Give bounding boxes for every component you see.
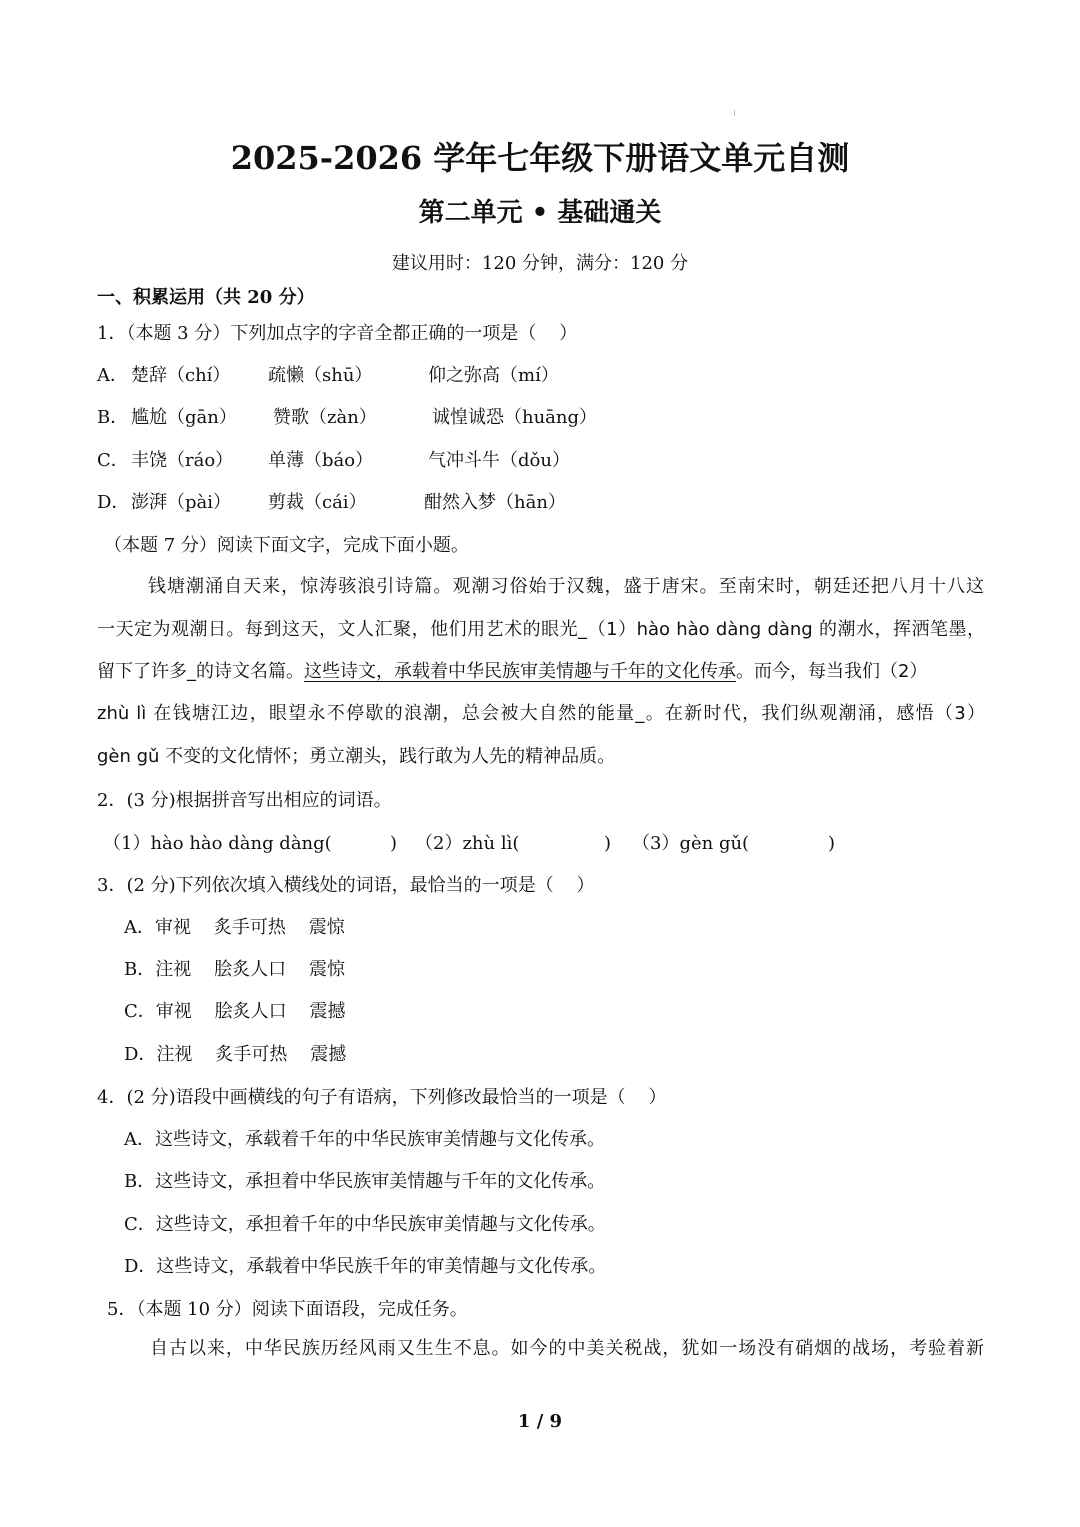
option-label: B．	[97, 407, 129, 428]
q4-option-a: A．这些诗文，承载着千年的中华民族审美情趣与文化传承。	[124, 1129, 605, 1150]
underlined-sentence: 这些诗文，承载着中华民族审美情趣与千年的文化传承	[304, 661, 736, 682]
option-word: 楚辞（chí）	[131, 365, 231, 386]
q1-option-b	[97, 406, 897, 430]
option-word: 酣然入梦（hān）	[424, 492, 566, 513]
passage-line-1: 钱塘潮涌自天来，惊涛骇浪引诗篇。观潮习俗始于汉魏，盛于唐宋。至南宋时，朝廷还把八月十八这	[148, 576, 984, 597]
question-2-stem: 2．(3 分)根据拼音写出相应的词语。	[97, 790, 392, 811]
blank-close: )	[828, 833, 836, 854]
page-number: 1 / 9	[517, 1411, 563, 1432]
passage-text: 留下了许多_的诗文名篇。	[97, 661, 304, 682]
group-intro: （本题 7 分）阅读下面文字，完成下面小题。	[104, 535, 469, 556]
section-heading: 一、积累运用（共 20 分）	[97, 287, 315, 308]
time-score-note: 建议用时：120 分钟，满分：120 分	[391, 253, 689, 274]
option-word: 仰之弥高（mí）	[428, 365, 559, 386]
option-word: 剪裁（cái）	[268, 492, 367, 513]
option-word: 澎湃（pài）	[131, 492, 232, 513]
pinyin-prompt: （3）gèn gǔ(	[632, 833, 750, 854]
blank-close: )	[604, 833, 612, 854]
option-word: 诚惶诚恐（huāng）	[432, 407, 598, 428]
question-1-stem: 1．（本题 3 分）下列加点字的字音全都正确的一项是（ ）	[97, 323, 578, 344]
page-subtitle: 第二单元 • 基础通关	[418, 198, 662, 228]
pinyin-prompt: （1）hào hào dàng dàng(	[103, 833, 332, 854]
passage-line-5: gèn gǔ 不变的文化情怀；勇立潮头，践行敢为人先的精神品质。	[97, 746, 616, 767]
option-label: A．	[97, 365, 128, 386]
option-word: 疏懒（shū）	[268, 365, 373, 386]
q4-option-b: B．这些诗文，承担着中华民族审美情趣与千年的文化传承。	[124, 1171, 606, 1192]
option-word: 尴尬（gān）	[131, 407, 237, 428]
question-5-stem: 5．（本题 10 分）阅读下面语段，完成任务。	[107, 1299, 468, 1320]
option-label: C．	[97, 450, 129, 471]
page-title: 2025-2026 学年七年级下册语文单元自测	[230, 139, 850, 177]
option-label: D．	[97, 492, 130, 513]
passage-line-3	[97, 651, 985, 693]
passage-line-4: zhù lì 在钱塘江边，眼望永不停歇的浪潮，总会被大自然的能量_。在新时代，我们纵观潮涌，感悟（3）	[97, 703, 985, 724]
pinyin-prompt: （2）zhù lì(	[415, 833, 520, 854]
question-4-stem: 4．(2 分)语段中画横线的句子有语病，下列修改最恰当的一项是（ ）	[97, 1087, 667, 1108]
question-3-stem: 3．(2 分)下列依次填入横线处的词语，最恰当的一项是（ ）	[97, 875, 595, 896]
q2-blanks	[97, 832, 857, 856]
q4-option-d: D．这些诗文，承载着中华民族千年的审美情趣与文化传承。	[124, 1256, 607, 1277]
option-word: 赞歌（zàn）	[273, 407, 377, 428]
scan-mark	[734, 110, 735, 116]
q1-option-d	[97, 491, 897, 515]
passage-line-2: 一天定为观潮日。每到这天，文人汇聚，他们用艺术的眼光_（1）hào hào dàng dàng 的潮水，挥洒笔墨，	[97, 619, 985, 640]
q3-option-b: B．注视 脍炙人口 震惊	[124, 959, 346, 980]
q3-option-d: D．注视 炙手可热 震撼	[124, 1044, 347, 1065]
q1-option-c	[97, 449, 897, 473]
q3-option-c: C．审视 脍炙人口 震撼	[124, 1001, 346, 1022]
q3-option-a: A．审视 炙手可热 震惊	[124, 917, 345, 938]
option-word: 单薄（báo）	[268, 450, 374, 471]
passage-text: 。而今，每当我们（2）	[736, 661, 928, 682]
q4-option-c: C．这些诗文，承担着千年的中华民族审美情趣与文化传承。	[124, 1214, 606, 1235]
option-word: 气冲斗牛（dǒu）	[428, 450, 570, 471]
q1-option-a	[97, 364, 897, 388]
q5-passage-line-1: 自古以来，中华民族历经风雨又生生不息。如今的中美关税战，犹如一场没有硝烟的战场，考验着新	[150, 1338, 984, 1359]
blank-close: )	[390, 833, 398, 854]
option-word: 丰饶（ráo）	[131, 450, 234, 471]
